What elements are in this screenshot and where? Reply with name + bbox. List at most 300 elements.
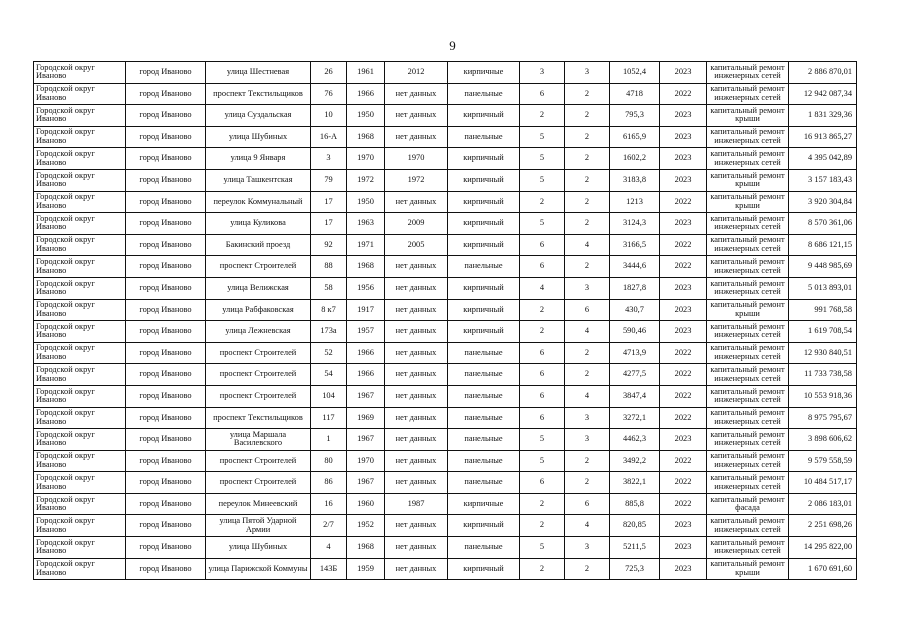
repair-year-cell: 2023 <box>660 558 707 580</box>
cost-cell: 12 930 840,51 <box>789 342 857 364</box>
house-number-cell: 52 <box>311 342 347 364</box>
build-year-cell: 1966 <box>347 83 385 105</box>
renovation-year-cell: 2005 <box>385 234 448 256</box>
street-cell: Бакинский проезд <box>206 234 311 256</box>
area-cell: 3124,3 <box>610 213 660 235</box>
table-row <box>34 213 857 235</box>
work-type-cell: капитальный ремонт инженерных сетей <box>707 256 789 278</box>
city-cell: город Иваново <box>126 493 206 515</box>
house-number-cell: 143Б <box>311 558 347 580</box>
wall-material-cell: панельные <box>448 537 520 559</box>
build-year-cell: 1959 <box>347 558 385 580</box>
repair-year-cell: 2022 <box>660 450 707 472</box>
street-cell: улица Шестневая <box>206 62 311 84</box>
municipality-cell: Городской округ Иваново <box>34 277 126 299</box>
municipality-cell: Городской округ Иваново <box>34 342 126 364</box>
repair-year-cell: 2023 <box>660 277 707 299</box>
repair-year-cell: 2022 <box>660 407 707 429</box>
renovation-year-cell: нет данных <box>385 407 448 429</box>
street-cell: проспект Текстильщиков <box>206 407 311 429</box>
table-row <box>34 277 857 299</box>
entrances-cell: 4 <box>565 234 610 256</box>
municipality-cell: Городской округ Иваново <box>34 429 126 451</box>
repair-year-cell: 2022 <box>660 342 707 364</box>
wall-material-cell: кирпичный <box>448 169 520 191</box>
city-cell: город Иваново <box>126 515 206 537</box>
municipality-cell: Городской округ Иваново <box>34 62 126 84</box>
page-number: 9 <box>449 38 456 53</box>
renovation-year-cell: нет данных <box>385 515 448 537</box>
municipality-cell: Городской округ Иваново <box>34 515 126 537</box>
build-year-cell: 1968 <box>347 126 385 148</box>
street-cell: улица Пятой Ударной Армии <box>206 515 311 537</box>
municipality-cell: Городской округ Иваново <box>34 126 126 148</box>
entrances-cell: 6 <box>565 493 610 515</box>
build-year-cell: 1967 <box>347 385 385 407</box>
street-cell: улица Маршала Василевского <box>206 429 311 451</box>
cost-cell: 4 395 042,89 <box>789 148 857 170</box>
work-type-cell: капитальный ремонт инженерных сетей <box>707 213 789 235</box>
wall-material-cell: панельные <box>448 126 520 148</box>
work-type-cell: капитальный ремонт инженерных сетей <box>707 148 789 170</box>
city-cell: город Иваново <box>126 537 206 559</box>
floors-cell: 5 <box>520 537 565 559</box>
municipality-cell: Городской округ Иваново <box>34 83 126 105</box>
renovation-year-cell: нет данных <box>385 83 448 105</box>
cost-cell: 3 898 606,62 <box>789 429 857 451</box>
floors-cell: 6 <box>520 472 565 494</box>
entrances-cell: 2 <box>565 450 610 472</box>
house-number-cell: 117 <box>311 407 347 429</box>
repair-year-cell: 2022 <box>660 191 707 213</box>
table-row <box>34 169 857 191</box>
build-year-cell: 1968 <box>347 537 385 559</box>
wall-material-cell: панельные <box>448 407 520 429</box>
city-cell: город Иваново <box>126 364 206 386</box>
city-cell: город Иваново <box>126 299 206 321</box>
cost-cell: 8 570 361,06 <box>789 213 857 235</box>
renovation-year-cell: 1972 <box>385 169 448 191</box>
floors-cell: 4 <box>520 277 565 299</box>
floors-cell: 2 <box>520 515 565 537</box>
area-cell: 3444,6 <box>610 256 660 278</box>
wall-material-cell: панельные <box>448 342 520 364</box>
repair-year-cell: 2022 <box>660 83 707 105</box>
renovation-year-cell: нет данных <box>385 256 448 278</box>
work-type-cell: капитальный ремонт инженерных сетей <box>707 537 789 559</box>
entrances-cell: 2 <box>565 342 610 364</box>
wall-material-cell: кирпичный <box>448 234 520 256</box>
house-number-cell: 17 <box>311 213 347 235</box>
table-row <box>34 537 857 559</box>
cost-cell: 9 579 558,59 <box>789 450 857 472</box>
repair-year-cell: 2023 <box>660 148 707 170</box>
wall-material-cell: панельные <box>448 429 520 451</box>
wall-material-cell: кирпичный <box>448 213 520 235</box>
wall-material-cell: кирпичный <box>448 321 520 343</box>
house-number-cell: 54 <box>311 364 347 386</box>
renovation-year-cell: нет данных <box>385 558 448 580</box>
entrances-cell: 2 <box>565 256 610 278</box>
area-cell: 1052,4 <box>610 62 660 84</box>
cost-cell: 10 553 918,36 <box>789 385 857 407</box>
area-cell: 430,7 <box>610 299 660 321</box>
renovation-year-cell: нет данных <box>385 126 448 148</box>
street-cell: проспект Строителей <box>206 385 311 407</box>
renovation-year-cell: 1987 <box>385 493 448 515</box>
table-row <box>34 342 857 364</box>
city-cell: город Иваново <box>126 256 206 278</box>
table-row <box>34 558 857 580</box>
house-number-cell: 2/7 <box>311 515 347 537</box>
municipality-cell: Городской округ Иваново <box>34 537 126 559</box>
wall-material-cell: панельные <box>448 385 520 407</box>
renovation-year-cell: нет данных <box>385 472 448 494</box>
table-row <box>34 256 857 278</box>
municipality-cell: Городской округ Иваново <box>34 558 126 580</box>
municipality-cell: Городской округ Иваново <box>34 299 126 321</box>
city-cell: город Иваново <box>126 321 206 343</box>
build-year-cell: 1968 <box>347 256 385 278</box>
renovation-year-cell: нет данных <box>385 105 448 127</box>
repair-year-cell: 2023 <box>660 62 707 84</box>
build-year-cell: 1960 <box>347 493 385 515</box>
cost-cell: 5 013 893,01 <box>789 277 857 299</box>
work-type-cell: капитальный ремонт инженерных сетей <box>707 321 789 343</box>
entrances-cell: 2 <box>565 364 610 386</box>
house-number-cell: 1 <box>311 429 347 451</box>
table-body <box>34 62 857 580</box>
work-type-cell: капитальный ремонт инженерных сетей <box>707 407 789 429</box>
street-cell: переулок Коммунальный <box>206 191 311 213</box>
street-cell: улица 9 Января <box>206 148 311 170</box>
build-year-cell: 1963 <box>347 213 385 235</box>
wall-material-cell: кирпичный <box>448 299 520 321</box>
build-year-cell: 1972 <box>347 169 385 191</box>
cost-cell: 14 295 822,00 <box>789 537 857 559</box>
house-number-cell: 3 <box>311 148 347 170</box>
renovation-year-cell: 1970 <box>385 148 448 170</box>
table-row <box>34 191 857 213</box>
area-cell: 6165,9 <box>610 126 660 148</box>
cost-cell: 11 733 738,58 <box>789 364 857 386</box>
entrances-cell: 3 <box>565 429 610 451</box>
city-cell: город Иваново <box>126 213 206 235</box>
entrances-cell: 4 <box>565 321 610 343</box>
wall-material-cell: панельные <box>448 256 520 278</box>
entrances-cell: 4 <box>565 515 610 537</box>
wall-material-cell: кирпичный <box>448 148 520 170</box>
municipality-cell: Городской округ Иваново <box>34 213 126 235</box>
renovation-year-cell: 2009 <box>385 213 448 235</box>
repair-year-cell: 2022 <box>660 256 707 278</box>
floors-cell: 2 <box>520 558 565 580</box>
area-cell: 885,8 <box>610 493 660 515</box>
municipality-cell: Городской округ Иваново <box>34 450 126 472</box>
house-number-cell: 17 <box>311 191 347 213</box>
entrances-cell: 2 <box>565 148 610 170</box>
house-number-cell: 86 <box>311 472 347 494</box>
city-cell: город Иваново <box>126 234 206 256</box>
work-type-cell: капитальный ремонт крыши <box>707 105 789 127</box>
entrances-cell: 3 <box>565 277 610 299</box>
street-cell: улица Куликова <box>206 213 311 235</box>
repair-year-cell: 2023 <box>660 299 707 321</box>
house-number-cell: 104 <box>311 385 347 407</box>
renovation-year-cell: нет данных <box>385 191 448 213</box>
floors-cell: 2 <box>520 105 565 127</box>
house-number-cell: 88 <box>311 256 347 278</box>
cost-cell: 1 619 708,54 <box>789 321 857 343</box>
municipality-cell: Городской округ Иваново <box>34 191 126 213</box>
municipality-cell: Городской округ Иваново <box>34 364 126 386</box>
street-cell: проспект Строителей <box>206 256 311 278</box>
table-row <box>34 148 857 170</box>
floors-cell: 2 <box>520 321 565 343</box>
work-type-cell: капитальный ремонт инженерных сетей <box>707 342 789 364</box>
work-type-cell: капитальный ремонт инженерных сетей <box>707 62 789 84</box>
wall-material-cell: кирпичный <box>448 558 520 580</box>
work-type-cell: капитальный ремонт инженерных сетей <box>707 126 789 148</box>
city-cell: город Иваново <box>126 277 206 299</box>
table-row <box>34 299 857 321</box>
floors-cell: 3 <box>520 62 565 84</box>
area-cell: 3492,2 <box>610 450 660 472</box>
repair-year-cell: 2023 <box>660 126 707 148</box>
house-number-cell: 79 <box>311 169 347 191</box>
entrances-cell: 2 <box>565 126 610 148</box>
repair-year-cell: 2023 <box>660 515 707 537</box>
floors-cell: 6 <box>520 256 565 278</box>
cost-cell: 3 920 304,84 <box>789 191 857 213</box>
entrances-cell: 3 <box>565 62 610 84</box>
cost-cell: 1 670 691,60 <box>789 558 857 580</box>
renovation-year-cell: нет данных <box>385 450 448 472</box>
wall-material-cell: панельные <box>448 472 520 494</box>
renovation-year-cell: нет данных <box>385 299 448 321</box>
area-cell: 4718 <box>610 83 660 105</box>
city-cell: город Иваново <box>126 126 206 148</box>
house-number-cell: 92 <box>311 234 347 256</box>
municipality-cell: Городской округ Иваново <box>34 234 126 256</box>
repair-year-cell: 2022 <box>660 364 707 386</box>
work-type-cell: капитальный ремонт инженерных сетей <box>707 277 789 299</box>
street-cell: проспект Текстильщиков <box>206 83 311 105</box>
build-year-cell: 1971 <box>347 234 385 256</box>
house-number-cell: 16-А <box>311 126 347 148</box>
area-cell: 725,3 <box>610 558 660 580</box>
floors-cell: 6 <box>520 342 565 364</box>
floors-cell: 5 <box>520 126 565 148</box>
floors-cell: 2 <box>520 191 565 213</box>
renovation-year-cell: нет данных <box>385 364 448 386</box>
cost-cell: 9 448 985,69 <box>789 256 857 278</box>
area-cell: 5211,5 <box>610 537 660 559</box>
table-row <box>34 62 857 84</box>
housing-repair-table <box>33 61 857 580</box>
street-cell: переулок Минеевский <box>206 493 311 515</box>
house-number-cell: 8 к7 <box>311 299 347 321</box>
area-cell: 590,46 <box>610 321 660 343</box>
house-number-cell: 26 <box>311 62 347 84</box>
street-cell: проспект Строителей <box>206 450 311 472</box>
table-row <box>34 364 857 386</box>
street-cell: улица Суздальская <box>206 105 311 127</box>
table-row <box>34 385 857 407</box>
city-cell: город Иваново <box>126 62 206 84</box>
entrances-cell: 2 <box>565 558 610 580</box>
area-cell: 3183,8 <box>610 169 660 191</box>
wall-material-cell: кирпичный <box>448 277 520 299</box>
repair-year-cell: 2023 <box>660 213 707 235</box>
municipality-cell: Городской округ Иваново <box>34 169 126 191</box>
street-cell: улица Шубиных <box>206 537 311 559</box>
street-cell: улица Парижской Коммуны <box>206 558 311 580</box>
city-cell: город Иваново <box>126 558 206 580</box>
table-row <box>34 321 857 343</box>
floors-cell: 6 <box>520 234 565 256</box>
build-year-cell: 1950 <box>347 105 385 127</box>
renovation-year-cell: нет данных <box>385 277 448 299</box>
build-year-cell: 1956 <box>347 277 385 299</box>
entrances-cell: 2 <box>565 213 610 235</box>
cost-cell: 1 831 329,36 <box>789 105 857 127</box>
wall-material-cell: панельные <box>448 450 520 472</box>
work-type-cell: капитальный ремонт инженерных сетей <box>707 364 789 386</box>
renovation-year-cell: нет данных <box>385 385 448 407</box>
floors-cell: 5 <box>520 450 565 472</box>
cost-cell: 2 086 183,01 <box>789 493 857 515</box>
floors-cell: 6 <box>520 407 565 429</box>
table-row <box>34 515 857 537</box>
area-cell: 1602,2 <box>610 148 660 170</box>
wall-material-cell: панельные <box>448 83 520 105</box>
city-cell: город Иваново <box>126 472 206 494</box>
build-year-cell: 1967 <box>347 429 385 451</box>
city-cell: город Иваново <box>126 342 206 364</box>
table-row <box>34 126 857 148</box>
wall-material-cell: панельные <box>448 364 520 386</box>
renovation-year-cell: нет данных <box>385 342 448 364</box>
house-number-cell: 76 <box>311 83 347 105</box>
entrances-cell: 6 <box>565 299 610 321</box>
table-row <box>34 407 857 429</box>
cost-cell: 16 913 865,27 <box>789 126 857 148</box>
work-type-cell: капитальный ремонт инженерных сетей <box>707 429 789 451</box>
city-cell: город Иваново <box>126 429 206 451</box>
table-row <box>34 493 857 515</box>
work-type-cell: капитальный ремонт инженерных сетей <box>707 515 789 537</box>
cost-cell: 10 484 517,17 <box>789 472 857 494</box>
street-cell: улица Рабфаковская <box>206 299 311 321</box>
municipality-cell: Городской округ Иваново <box>34 385 126 407</box>
floors-cell: 6 <box>520 385 565 407</box>
entrances-cell: 2 <box>565 169 610 191</box>
city-cell: город Иваново <box>126 83 206 105</box>
area-cell: 3272,1 <box>610 407 660 429</box>
build-year-cell: 1969 <box>347 407 385 429</box>
city-cell: город Иваново <box>126 407 206 429</box>
build-year-cell: 1970 <box>347 148 385 170</box>
repair-year-cell: 2023 <box>660 321 707 343</box>
street-cell: улица Велижская <box>206 277 311 299</box>
entrances-cell: 3 <box>565 407 610 429</box>
build-year-cell: 1966 <box>347 342 385 364</box>
renovation-year-cell: 2012 <box>385 62 448 84</box>
build-year-cell: 1950 <box>347 191 385 213</box>
repair-year-cell: 2022 <box>660 385 707 407</box>
municipality-cell: Городской округ Иваново <box>34 472 126 494</box>
house-number-cell: 80 <box>311 450 347 472</box>
street-cell: улица Лежневская <box>206 321 311 343</box>
renovation-year-cell: нет данных <box>385 321 448 343</box>
wall-material-cell: кирпичный <box>448 515 520 537</box>
area-cell: 1213 <box>610 191 660 213</box>
entrances-cell: 2 <box>565 105 610 127</box>
work-type-cell: капитальный ремонт инженерных сетей <box>707 83 789 105</box>
entrances-cell: 2 <box>565 83 610 105</box>
floors-cell: 5 <box>520 169 565 191</box>
street-cell: улица Ташкентская <box>206 169 311 191</box>
city-cell: город Иваново <box>126 148 206 170</box>
work-type-cell: капитальный ремонт инженерных сетей <box>707 234 789 256</box>
cost-cell: 8 975 795,67 <box>789 407 857 429</box>
table-row <box>34 472 857 494</box>
street-cell: проспект Строителей <box>206 472 311 494</box>
city-cell: город Иваново <box>126 450 206 472</box>
floors-cell: 6 <box>520 364 565 386</box>
build-year-cell: 1917 <box>347 299 385 321</box>
wall-material-cell: кирпичные <box>448 62 520 84</box>
work-type-cell: капитальный ремонт фасада <box>707 493 789 515</box>
table-row <box>34 429 857 451</box>
renovation-year-cell: нет данных <box>385 537 448 559</box>
repair-year-cell: 2023 <box>660 169 707 191</box>
house-number-cell: 173а <box>311 321 347 343</box>
area-cell: 795,3 <box>610 105 660 127</box>
municipality-cell: Городской округ Иваново <box>34 321 126 343</box>
floors-cell: 6 <box>520 83 565 105</box>
floors-cell: 5 <box>520 429 565 451</box>
cost-cell: 991 768,58 <box>789 299 857 321</box>
area-cell: 4277,5 <box>610 364 660 386</box>
table-row <box>34 83 857 105</box>
build-year-cell: 1961 <box>347 62 385 84</box>
cost-cell: 2 251 698,26 <box>789 515 857 537</box>
house-number-cell: 16 <box>311 493 347 515</box>
work-type-cell: капитальный ремонт крыши <box>707 191 789 213</box>
work-type-cell: капитальный ремонт инженерных сетей <box>707 385 789 407</box>
area-cell: 4713,9 <box>610 342 660 364</box>
cost-cell: 3 157 183,43 <box>789 169 857 191</box>
wall-material-cell: кирпичный <box>448 191 520 213</box>
street-cell: улица Шубиных <box>206 126 311 148</box>
cost-cell: 2 886 870,01 <box>789 62 857 84</box>
table-row <box>34 105 857 127</box>
municipality-cell: Городской округ Иваново <box>34 493 126 515</box>
house-number-cell: 10 <box>311 105 347 127</box>
entrances-cell: 2 <box>565 191 610 213</box>
street-cell: проспект Строителей <box>206 342 311 364</box>
city-cell: город Иваново <box>126 169 206 191</box>
build-year-cell: 1970 <box>347 450 385 472</box>
wall-material-cell: кирпичный <box>448 105 520 127</box>
floors-cell: 2 <box>520 299 565 321</box>
city-cell: город Иваново <box>126 105 206 127</box>
build-year-cell: 1952 <box>347 515 385 537</box>
wall-material-cell: кирпичные <box>448 493 520 515</box>
repair-year-cell: 2023 <box>660 105 707 127</box>
